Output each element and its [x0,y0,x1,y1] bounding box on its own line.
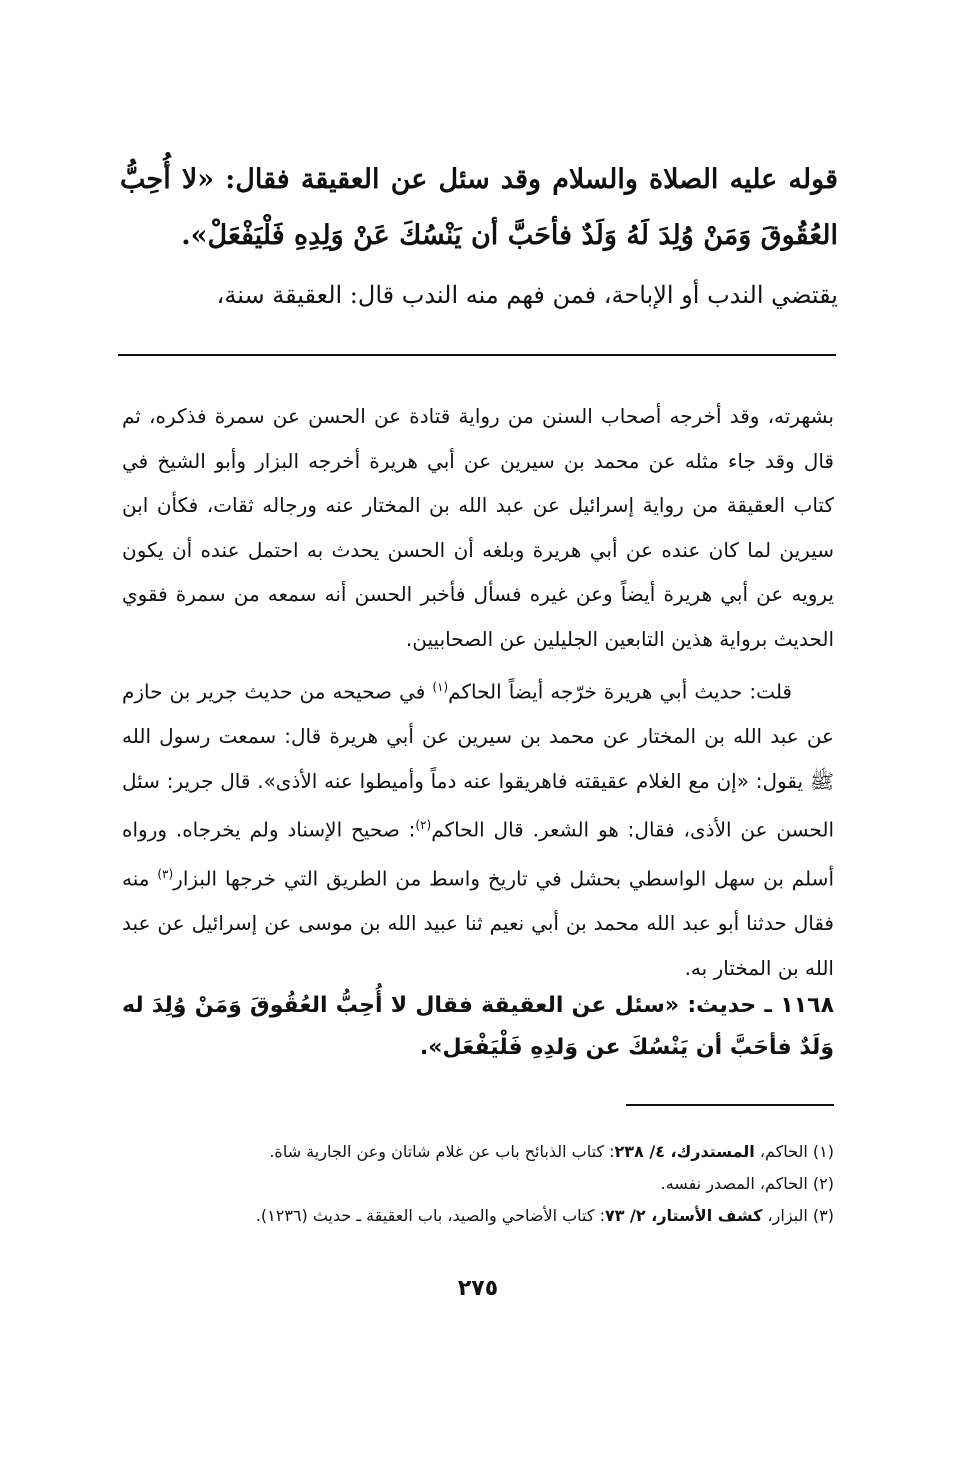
footnote-item [122,1168,834,1200]
hadith-entry-1168 [122,985,834,1069]
hadith-number-label: ١١٦٨ ـ حديث: [687,993,834,1018]
footnote-source: كشف الأستار، ٢/ ٧٣ [604,1206,763,1225]
paragraph-2-text-2: في صحيحه من حديث جرير بن حازم عن عبد الله بن المختار عن محمد بن سيرين عن أبي هريرة قال: سمعت رسول الله ﷺ يقول: «إن مع الغلام عقيقته فاهريقوا عنه دماً وأميطوا عنه الأذى». قال جرير: سئل الحسن عن الأذى، فقال: هو الشعر. قال الحاكم [122,679,834,842]
footnote-source: المستدرك، ٤/ ٢٣٨ [614,1142,755,1161]
footnotes-list [122,1136,834,1232]
body-paragraph-1: بشهرته، وقد أخرجه أصحاب السنن من رواية قتادة عن الحسن عن سمرة فذكره، ثم قال وقد جاء مثله عن محمد بن سيرين عن أبي هريرة أخرجه البزار وأبو الشيخ في كتاب العقيقة من رواية إسرائيل عن عبد الله بن المختار عنه ورجاله ثقات، فكأن ابن سيرين لما كان عنده عن أبي هريرة وبلغه أن الحسن يحدث به احتمل عنده أن يكون يرويه عن أبي هريرة أيضاً وعن غيره فسأل فأخبر الحسن أنه سمعه من سمرة فقوي الحديث برواية هذين التابعين الجليلين عن الصحابيين. [122,404,834,651]
footnote-reference-2: (٢) [415,818,432,833]
footnote-item [122,1136,834,1168]
footnote-rest: : كتاب الذبائح باب عن غلام شاتان وعن الجارية شاة. [269,1142,615,1161]
section-divider [118,354,836,356]
footnote-prefix: (٢) الحاكم، المصدر نفسه. [660,1174,834,1193]
hadith-text: «سئل عن العقيقة فقال لا أُحِبُّ العُقُوقَ وَمَنْ وُلِدَ له وَلَدٌ فأحَبَّ أن يَنْسُكَ عن وَلدِهِ فَلْيَفْعَل». [122,993,834,1060]
header-hadith-quote: قوله عليه الصلاة والسلام وقد سئل عن العقيقة فقال: «لا أُحِبُّ العُقُوقَ وَمَنْ وُلِدَ لَهُ وَلَدٌ فأحَبَّ أن يَنْسُكَ عَنْ وَلِدِهِ فَلْيَفْعَلْ». [120,164,838,251]
footnote-prefix: (١) الحاكم، [754,1142,834,1161]
paragraph-2-text-3: : صحيح الإسناد ولم يخرجاه. ورواه أسلم بن سهل الواسطي بحشل في تاريخ واسط من الطريق التي خرجها البزار [122,817,834,891]
paragraph-2-text-1: قلت: حديث أبي هريرة خرّجه أيضاً الحاكم [448,679,792,704]
page-number: ٢٧٥ [457,1276,499,1301]
footnote-reference-3: (٣) [157,867,174,882]
body-paragraph-2 [122,665,834,990]
footnote-prefix: (٣) البزار، [762,1206,834,1225]
paragraph-2-text-4: منه فقال حدثنا أبو عبد الله محمد بن أبي نعيم ثنا عبيد الله بن موسى عن إسرائيل عن عبد الله بن المختار به. [122,866,834,980]
footnote-reference-1: (١) [432,680,449,694]
header-commentary: يقتضي الندب أو الإباحة، فمن فهم منه الندب قال: العقيقة سنة، [216,281,838,309]
footnote-rest: : كتاب الأضاحي والصيد، باب العقيقة ـ حديث (١٢٣٦). [255,1206,605,1225]
footnote-item [122,1200,834,1232]
footnote-divider [626,1104,834,1106]
